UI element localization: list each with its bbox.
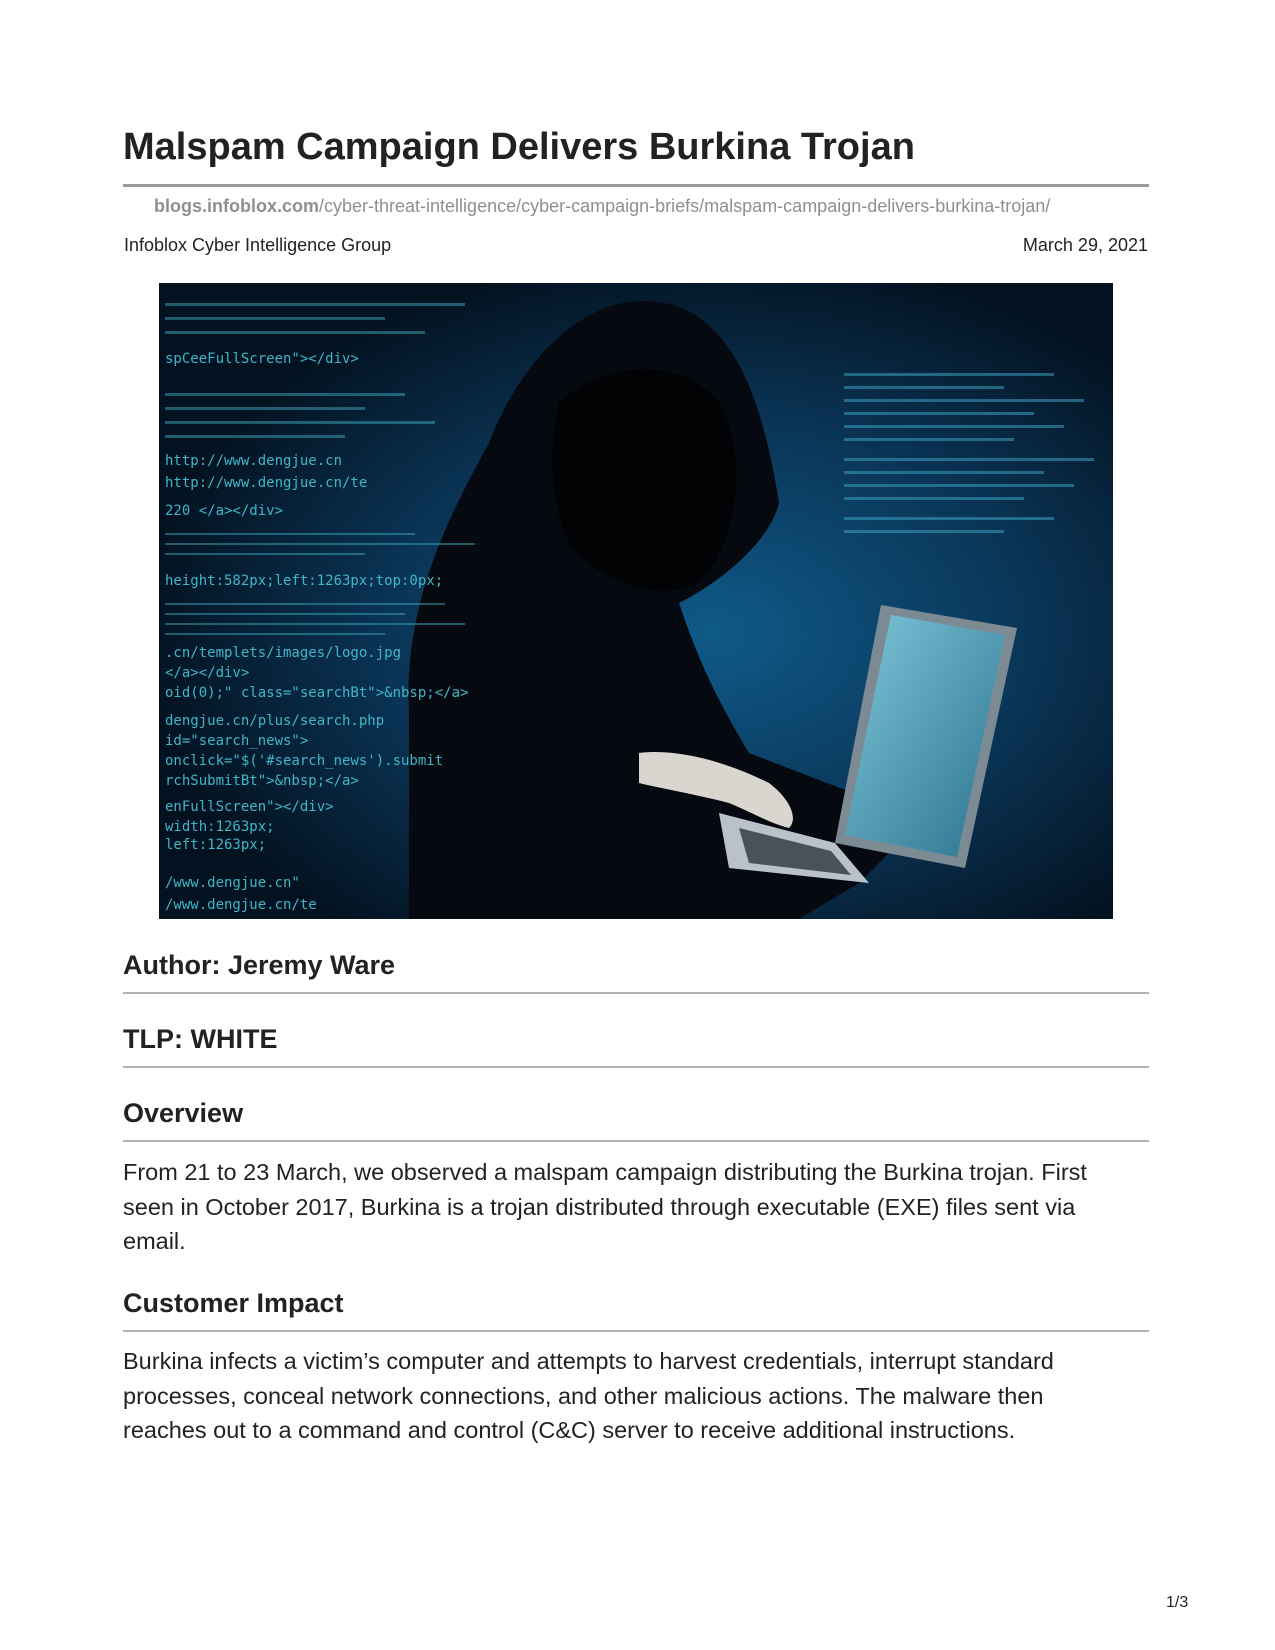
source-domain[interactable]: blogs.infoblox.com bbox=[154, 196, 319, 216]
title-divider bbox=[123, 184, 1149, 187]
author-heading: Author: Jeremy Ware bbox=[123, 950, 396, 980]
impact-line: Burkina infects a victim’s computer and attempts to harvest credentials, interrupt standard bbox=[123, 1348, 1054, 1374]
code-line: </a></div> bbox=[165, 665, 250, 681]
code-line: height:582px;left:1263px;top:0px; bbox=[165, 573, 444, 589]
article-meta bbox=[124, 235, 1148, 256]
customer-impact-heading: Customer Impact bbox=[123, 1288, 344, 1318]
code-line: onclick="$('#search_news').submit bbox=[165, 753, 444, 769]
code-line: oid(0);" class="searchBt">&nbsp;</a> bbox=[165, 685, 469, 701]
author-divider bbox=[123, 992, 1149, 994]
overview-line: From 21 to 23 March, we observed a malspam campaign distributing the Burkina trojan. First bbox=[123, 1159, 1087, 1185]
code-line: dengjue.cn/plus/search.php bbox=[165, 713, 385, 729]
code-line: 220 </a></div> bbox=[165, 503, 284, 519]
code-line: enFullScreen"></div> bbox=[165, 799, 334, 815]
overview-line: seen in October 2017, Burkina is a trojan distributed through executable (EXE) files sent via bbox=[123, 1193, 1076, 1220]
hooded-hacker-laptop-image bbox=[159, 283, 1113, 919]
source-path[interactable]: /cyber-threat-intelligence/cyber-campaign-briefs/malspam-campaign-delivers-burkina-trojan/ bbox=[319, 196, 1051, 216]
customer-impact-paragraph bbox=[123, 1344, 1149, 1448]
overview-paragraph bbox=[123, 1155, 1149, 1259]
code-line: spCeeFullScreen"></div> bbox=[165, 351, 359, 367]
page-number: 1/3 bbox=[1166, 1594, 1189, 1611]
overview-divider bbox=[123, 1140, 1149, 1142]
code-line: width:1263px; bbox=[165, 819, 275, 835]
impact-line: processes, conceal network connections, and other malicious actions. The malware then bbox=[123, 1382, 1044, 1409]
code-line: rchSubmitBt">&nbsp;</a> bbox=[165, 773, 359, 789]
code-line: /www.dengjue.cn/te bbox=[165, 897, 317, 913]
publisher-name: Infoblox Cyber Intelligence Group bbox=[124, 235, 392, 255]
code-line: /www.dengjue.cn" bbox=[165, 875, 300, 891]
code-line: http://www.dengjue.cn/te bbox=[165, 475, 368, 491]
customer-impact-divider bbox=[123, 1330, 1149, 1332]
code-line: .cn/templets/images/logo.jpg bbox=[165, 645, 402, 661]
code-line: left:1263px; bbox=[165, 837, 267, 853]
article-title: Malspam Campaign Delivers Burkina Trojan bbox=[123, 126, 915, 168]
hero-illustration bbox=[159, 283, 1113, 919]
code-line: id="search_news"> bbox=[165, 733, 309, 749]
source-url[interactable] bbox=[154, 196, 1050, 217]
code-line: http://www.dengjue.cn bbox=[165, 453, 343, 469]
publish-date: March 29, 2021 bbox=[1022, 235, 1148, 255]
tlp-divider bbox=[123, 1066, 1149, 1068]
tlp-heading: TLP: WHITE bbox=[123, 1024, 278, 1054]
overview-line: email. bbox=[123, 1228, 186, 1254]
overview-heading: Overview bbox=[123, 1098, 244, 1128]
impact-line: reaches out to a command and control (C&C) server to receive additional instructions. bbox=[123, 1417, 1016, 1443]
